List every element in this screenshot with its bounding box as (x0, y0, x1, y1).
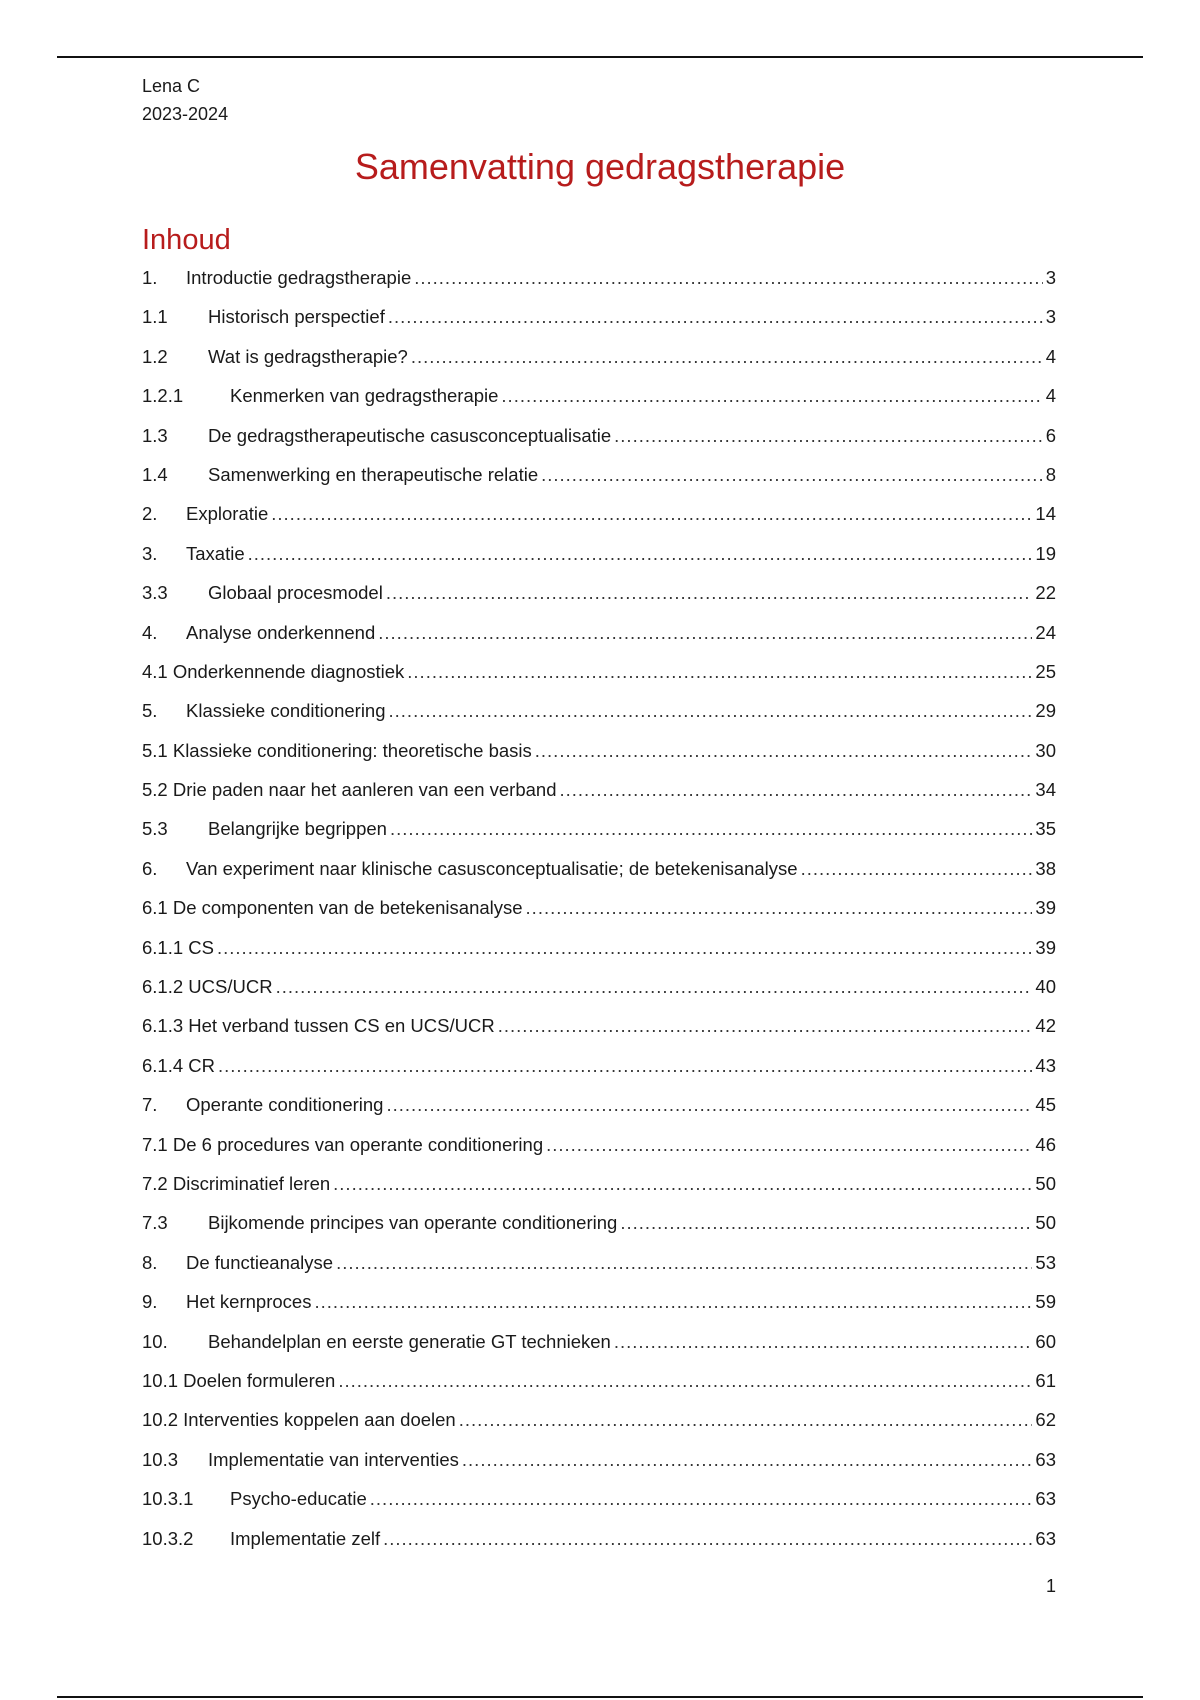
toc-entry-title: 10.2 Interventies koppelen aan doelen (142, 1409, 456, 1431)
toc-entry-title: Introductie gedragstherapie (186, 267, 412, 288)
page-number: 1 (1045, 1576, 1056, 1596)
toc-entry-number: 3.3 (142, 582, 168, 604)
toc-entry-page: 60 (1035, 1330, 1056, 1352)
toc-entry-page: 43 (1035, 1054, 1056, 1076)
toc-leader-dots (383, 1519, 1032, 1558)
toc-entry-page: 50 (1035, 1172, 1056, 1194)
toc-entry[interactable] (142, 1479, 1056, 1518)
toc-entry-page: 19 (1035, 542, 1056, 564)
toc-entry-title: De functieanalyse (186, 1251, 334, 1273)
toc-entry-page: 39 (1035, 936, 1056, 958)
toc-entry[interactable] (142, 809, 1056, 848)
toc-entry-page: 62 (1035, 1409, 1056, 1431)
toc-leader-dots (338, 1361, 1032, 1400)
toc-leader-dots (271, 494, 1032, 533)
toc-entry[interactable] (142, 691, 1056, 730)
toc-entry-number: 4. (142, 621, 158, 643)
toc-entry-title: Globaal procesmodel (208, 582, 383, 604)
toc-entry[interactable] (142, 731, 1056, 770)
toc-leader-dots (614, 416, 1043, 455)
toc-entry-title: 6.1 De componenten van de betekenisanalyse (142, 897, 523, 919)
toc-entry-page: 4 (1045, 345, 1056, 367)
toc-entry-number: 1.3 (142, 424, 168, 446)
toc-leader-dots (336, 1243, 1032, 1282)
toc-entry[interactable] (142, 1046, 1056, 1085)
toc-leader-dots (390, 809, 1032, 848)
toc-entry[interactable] (142, 455, 1056, 494)
toc-entry-title: 5.2 Drie paden naar het aanleren van een verband (142, 779, 557, 801)
toc-leader-dots (386, 1085, 1032, 1124)
document-title: Samenvatting gedragstherapie (354, 146, 846, 187)
toc-entry-number: 2. (142, 503, 158, 525)
toc-entry-page: 8 (1045, 463, 1056, 485)
toc-entry-number: 1.4 (142, 463, 168, 485)
toc-entry[interactable] (142, 928, 1056, 967)
toc-entry-title: 7.2 Discriminatief leren (142, 1172, 331, 1194)
toc-entry-title: 4.1 Onderkennende diagnostiek (142, 660, 405, 682)
toc-entry[interactable] (142, 1282, 1056, 1321)
toc-leader-dots (378, 613, 1032, 652)
toc-entry[interactable] (142, 1361, 1056, 1400)
toc-entry-title: 7.1 De 6 procedures van operante conditionering (142, 1133, 544, 1155)
toc-entry-number: 9. (142, 1291, 158, 1313)
toc-entry[interactable] (142, 376, 1056, 415)
toc-entry-number: 7. (142, 1094, 158, 1116)
author-name: Lena C (142, 76, 201, 96)
toc-entry[interactable] (142, 1006, 1056, 1045)
toc-entry[interactable] (142, 534, 1056, 573)
toc-entry-page: 59 (1035, 1291, 1056, 1313)
toc-entry-number: 1.1 (142, 306, 168, 328)
toc-entry-title: 6.1.2 UCS/UCR (142, 976, 273, 998)
toc-entry-page: 34 (1035, 779, 1056, 801)
toc-entry[interactable] (142, 849, 1056, 888)
toc-entry[interactable] (142, 770, 1056, 809)
toc-entry-number: 5.3 (142, 818, 168, 840)
toc-entry-number: 10.3.2 (142, 1527, 194, 1549)
toc-entry[interactable] (142, 1440, 1056, 1479)
toc-entry[interactable] (142, 1322, 1056, 1361)
toc-entry-number: 3. (142, 542, 158, 564)
toc-entry-title: Kenmerken van gedragstherapie (230, 385, 499, 407)
toc-leader-dots (370, 1479, 1033, 1518)
toc-leader-dots (389, 691, 1033, 730)
toc-entry-number: 1.2.1 (142, 385, 184, 407)
toc-entry[interactable] (142, 967, 1056, 1006)
toc-entry-title: De gedragstherapeutische casusconceptualisatie (208, 424, 612, 446)
toc-entry[interactable] (142, 1085, 1056, 1124)
toc-entry-number: 10.3.1 (142, 1488, 194, 1510)
toc-entry-title: Psycho-educatie (230, 1488, 367, 1510)
academic-year: 2023-2024 (142, 104, 229, 124)
toc-entry[interactable] (142, 613, 1056, 652)
toc-entry-page: 42 (1035, 1015, 1056, 1037)
toc-leader-dots (333, 1164, 1032, 1203)
toc-entry-title: Analyse onderkennend (186, 621, 376, 643)
toc-entry[interactable] (142, 1164, 1056, 1203)
toc-leader-dots (386, 573, 1033, 612)
toc-entry-number: 5. (142, 700, 158, 722)
toc-entry-page: 24 (1035, 621, 1056, 643)
toc-entry-page: 45 (1035, 1094, 1056, 1116)
document-meta (142, 72, 228, 128)
toc-entry-number: 8. (142, 1251, 158, 1273)
toc-entry[interactable] (142, 573, 1056, 612)
toc-entry[interactable] (142, 1400, 1056, 1439)
toc-entry-title: 5.1 Klassieke conditionering: theoretische basis (142, 739, 532, 761)
toc-entry-page: 63 (1035, 1488, 1056, 1510)
toc-entry-title: Implementatie van interventies (208, 1448, 459, 1470)
toc-leader-dots (462, 1440, 1033, 1479)
toc-entry-title: 6.1.4 CR (142, 1054, 216, 1076)
toc-entry-page: 63 (1035, 1527, 1056, 1549)
toc-entry-page: 3 (1045, 267, 1056, 288)
toc-entry-page: 61 (1035, 1369, 1056, 1391)
toc-entry-title: 6.1.3 Het verband tussen CS en UCS/UCR (142, 1015, 495, 1037)
toc-entry-title: Klassieke conditionering (186, 700, 386, 722)
toc-entry-page: 50 (1035, 1212, 1056, 1234)
toc-entry-title: Belangrijke begrippen (208, 818, 387, 840)
toc-entry-title: Wat is gedragstherapie? (208, 345, 408, 367)
toc-entry-page: 46 (1035, 1133, 1056, 1155)
toc-heading: Inhoud (142, 224, 231, 256)
toc-entry[interactable] (142, 1519, 1056, 1558)
toc-leader-dots (414, 258, 1042, 297)
toc-entry[interactable] (142, 888, 1056, 927)
toc-leader-dots (801, 849, 1033, 888)
toc-entry-number: 1. (142, 267, 158, 288)
toc-entry-number: 10.3 (142, 1448, 179, 1470)
toc-leader-dots (276, 967, 1033, 1006)
toc-entry[interactable] (142, 494, 1056, 533)
toc-entry-number: 1.2 (142, 345, 168, 367)
toc-entry-page: 63 (1035, 1448, 1056, 1470)
table-of-contents (142, 258, 1056, 1558)
toc-entry-title: Bijkomende principes van operante conditionering (208, 1212, 618, 1234)
toc-leader-dots (459, 1400, 1033, 1439)
header-rule (57, 56, 1143, 58)
toc-entry-title: Operante conditionering (186, 1094, 384, 1116)
toc-entry-title: Historisch perspectief (208, 306, 385, 328)
toc-leader-dots (535, 731, 1033, 770)
toc-leader-dots (501, 376, 1042, 415)
toc-leader-dots (217, 928, 1032, 967)
toc-leader-dots (314, 1282, 1032, 1321)
toc-entry[interactable] (142, 337, 1056, 376)
toc-leader-dots (407, 652, 1032, 691)
toc-entry-page: 53 (1035, 1251, 1056, 1273)
toc-leader-dots (248, 534, 1033, 573)
toc-leader-dots (526, 888, 1033, 927)
toc-leader-dots (388, 297, 1043, 336)
toc-entry-title: Taxatie (186, 542, 245, 564)
toc-entry-number: 7.3 (142, 1212, 168, 1234)
toc-entry-page: 39 (1035, 897, 1056, 919)
toc-leader-dots (218, 1046, 1032, 1085)
toc-leader-dots (614, 1322, 1033, 1361)
toc-entry[interactable] (142, 416, 1056, 455)
toc-entry-page: 30 (1035, 739, 1056, 761)
toc-entry[interactable] (142, 1203, 1056, 1242)
toc-entry-title: Exploratie (186, 503, 269, 525)
toc-entry-title: 6.1.1 CS (142, 936, 214, 958)
toc-entry-title: Het kernproces (186, 1291, 312, 1313)
toc-entry[interactable] (142, 1125, 1056, 1164)
toc-entry-page: 6 (1045, 424, 1056, 446)
toc-entry-title: Samenwerking en therapeutische relatie (208, 463, 539, 485)
toc-entry-page: 38 (1035, 857, 1056, 879)
toc-leader-dots (546, 1125, 1032, 1164)
toc-leader-dots (620, 1203, 1032, 1242)
toc-leader-dots (411, 337, 1043, 376)
toc-entry-page: 14 (1035, 503, 1056, 525)
toc-entry[interactable] (142, 297, 1056, 336)
toc-entry-title: 10.1 Doelen formuleren (142, 1369, 336, 1391)
toc-entry-page: 22 (1035, 582, 1056, 604)
toc-entry-page: 25 (1035, 660, 1056, 682)
toc-entry-title: Behandelplan en eerste generatie GT technieken (208, 1330, 611, 1352)
toc-entry-page: 29 (1035, 700, 1056, 722)
toc-entry-page: 4 (1045, 385, 1056, 407)
toc-entry-page: 35 (1035, 818, 1056, 840)
toc-entry-title: Van experiment naar klinische casusconceptualisatie; de betekenisanalyse (186, 857, 798, 879)
toc-entry-number: 6. (142, 857, 158, 879)
toc-entry[interactable] (142, 1243, 1056, 1282)
toc-leader-dots (541, 455, 1043, 494)
toc-entry[interactable] (142, 652, 1056, 691)
toc-leader-dots (560, 770, 1033, 809)
toc-entry-page: 40 (1035, 976, 1056, 998)
toc-entry-page: 3 (1045, 306, 1056, 328)
toc-entry[interactable] (142, 258, 1056, 297)
toc-entry-number: 10. (142, 1330, 168, 1352)
toc-leader-dots (498, 1006, 1033, 1045)
footer-rule (57, 1696, 1143, 1698)
toc-entry-title: Implementatie zelf (230, 1527, 381, 1549)
